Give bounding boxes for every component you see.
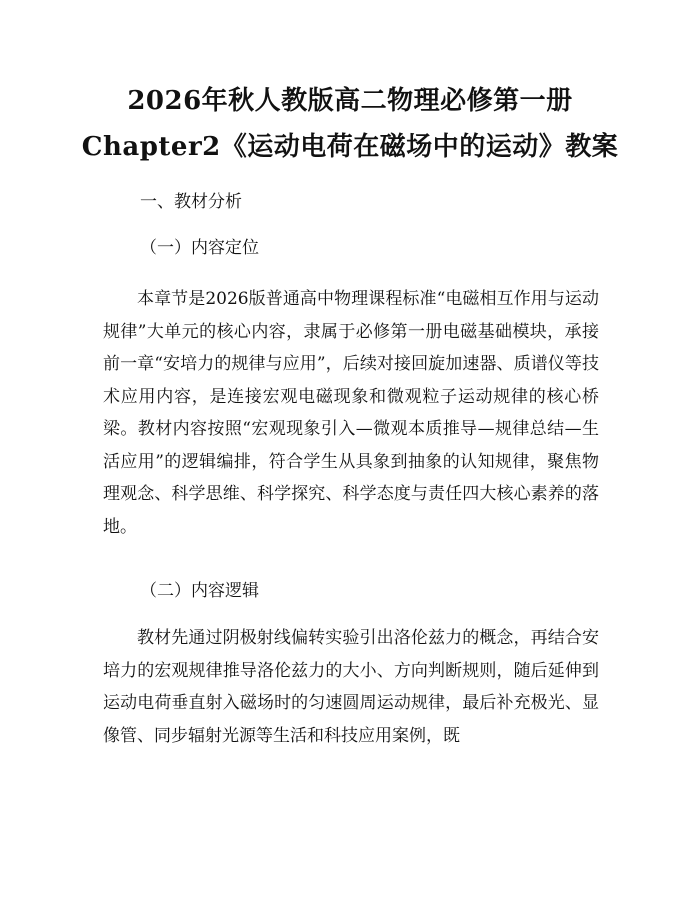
subsection-heading-content-positioning: （一）内容定位	[140, 238, 259, 258]
paragraph-content-positioning: 本章节是2026版普通高中物理课程标准“电磁相互作用与运动规律”大单元的核心内容，隶属于必修第一册电磁基础模块，承接前一章“安培力的规律与应用”，后续对接回旋加速器、质谱仪等技术应用内容，是连接宏观电磁现象和微观粒子运动规律的核心桥梁。教材内容按照“宏观现象引入—微观本质推导—规律总结—生活应用”的逻辑编排，符合学生从具象到抽象的认知规律，聚焦物理观念、科学思维、科学探究、科学态度与责任四大核心素养的落地。	[103, 289, 599, 537]
paragraph-content-logic: 教材先通过阴极射线偏转实验引出洛伦兹力的概念，再结合安培力的宏观规律推导洛伦兹力的大小、方向判断规则，随后延伸到运动电荷垂直射入磁场时的匀速圆周运动规律，最后补充极光、显像管、同步辐射光源等生活和科技应用案例，既	[103, 628, 599, 746]
subsection-heading-content-logic: （二）内容逻辑	[140, 581, 259, 601]
section-heading-teaching-material-analysis: 一、教材分析	[140, 192, 242, 212]
document-title-line-1: 2026年秋人教版高二物理必修第一册	[127, 86, 573, 116]
document-title-line-2: Chapter2《运动电荷在磁场中的运动》教案	[81, 132, 619, 162]
